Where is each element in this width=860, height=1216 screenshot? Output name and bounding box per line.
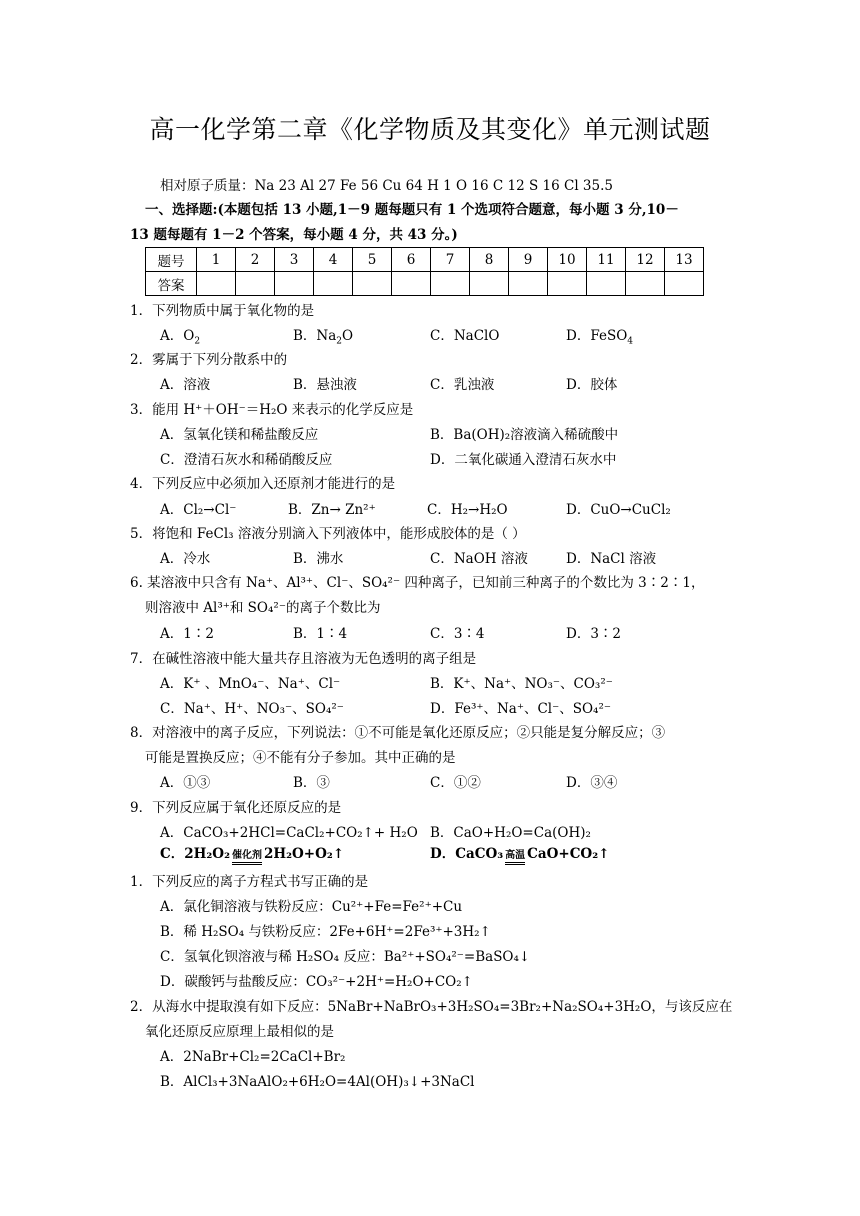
- q6-option-a: A．1∶2: [160, 626, 214, 642]
- table-cell: 6: [392, 248, 431, 272]
- q2-stem: 2．雾属于下列分散系中的: [130, 352, 288, 368]
- q11-option-b: B．AlCl₃+3NaAlO₂+6H₂O=4Al(OH)₃↓+3NaCl: [160, 1074, 475, 1090]
- q3-option-c: C．澄清石灰水和稀硝酸反应: [160, 452, 333, 468]
- q11-option-a: A．2NaBr+Cl₂=2CaCl+Br₂: [160, 1049, 346, 1065]
- table-cell: 3: [275, 248, 314, 272]
- table-cell: 10: [548, 248, 587, 272]
- reaction-condition: 高温: [503, 851, 527, 865]
- q2-option-a: A．溶液: [160, 377, 211, 393]
- answer-cell[interactable]: [236, 272, 275, 296]
- q5-option-a: A．冷水: [160, 551, 211, 567]
- q10-option-c: C．氢氧化钡溶液与稀 H₂SO₄ 反应：Ba²⁺+SO₄²⁻=BaSO₄↓: [160, 949, 531, 965]
- q2-option-d: D．胶体: [566, 377, 618, 393]
- answer-cell[interactable]: [392, 272, 431, 296]
- q2-option-b: B．悬浊液: [293, 377, 357, 393]
- q9-option-d: D．CaCO₃ 高温 CaO+CO₂↑: [430, 845, 609, 865]
- table-cell: 7: [431, 248, 470, 272]
- q8-option-b: B．③: [293, 775, 330, 791]
- answer-cell[interactable]: [587, 272, 626, 296]
- q5-option-d: D．NaCl 溶液: [566, 551, 657, 567]
- q8-option-c: C．①②: [430, 775, 481, 791]
- q6-stem-line1: 6. 某溶液中只含有 Na⁺、Al³⁺、Cl⁻、SO₄²⁻ 四种离子，已知前三种离子的个数比为 3∶2∶1，: [130, 575, 705, 591]
- q6-stem-line2: 则溶液中 Al³⁺和 SO₄²⁻的离子个数比为: [145, 600, 381, 616]
- q1-option-a: A．$O_2$: [160, 328, 201, 347]
- q7-option-d: D．Fe³⁺、Na⁺、Cl⁻、SO₄²⁻: [430, 701, 612, 717]
- q8-option-d: D．③④: [566, 775, 618, 791]
- answer-cell[interactable]: [314, 272, 353, 296]
- answer-cell[interactable]: [509, 272, 548, 296]
- q5-option-b: B．沸水: [293, 551, 344, 567]
- q7-option-c: C．Na⁺、H⁺、NO₃⁻、SO₄²⁻: [160, 701, 344, 717]
- q1-option-c: C．NaClO: [430, 328, 500, 344]
- reaction-condition: 催化剂: [230, 851, 264, 865]
- atomic-mass-line: 相对原子质量：Na 23 Al 27 Fe 56 Cu 64 H 1 O 16 C 12 S 16 Cl 35.5: [160, 178, 613, 194]
- table-cell: 题号: [146, 248, 197, 272]
- q3-option-a: A．氢氧化镁和稀盐酸反应: [160, 427, 319, 443]
- table-cell: 1: [197, 248, 236, 272]
- q8-option-a: A．①③: [160, 775, 211, 791]
- q10-stem: 1．下列反应的离子方程式书写正确的是: [130, 874, 369, 890]
- answer-cell[interactable]: [626, 272, 665, 296]
- q3-option-d: D．二氧化碳通入澄清石灰水中: [430, 452, 617, 468]
- q11-stem-line1: 2．从海水中提取溴有如下反应：5NaBr+NaBrO₃+3H₂SO₄=3Br₂+Na₂SO₄+3H₂O，与该反应在: [130, 999, 733, 1015]
- q4-stem: 4．下列反应中必须加入还原剂才能进行的是: [130, 476, 396, 492]
- answer-table: [145, 247, 704, 296]
- q5-stem: 5．将饱和 FeCl₃ 溶液分别滴入下列液体中，能形成胶体的是（ ）: [130, 526, 526, 542]
- table-row: [146, 248, 704, 272]
- answer-cell[interactable]: [275, 272, 314, 296]
- table-cell: 12: [626, 248, 665, 272]
- q8-stem-line1: 8．对溶液中的离子反应，下列说法：①不可能是氧化还原反应；②只能是复分解反应；③: [130, 725, 666, 741]
- table-cell: 9: [509, 248, 548, 272]
- q9-option-c: C．2H₂O₂ 催化剂 2H₂O+O₂↑: [160, 845, 344, 865]
- q9-stem: 9．下列反应属于氧化还原反应的是: [130, 800, 342, 816]
- table-cell: 8: [470, 248, 509, 272]
- answer-cell[interactable]: [353, 272, 392, 296]
- q7-stem: 7．在碱性溶液中能大量共存且溶液为无色透明的离子组是: [130, 651, 477, 667]
- answer-cell[interactable]: [470, 272, 509, 296]
- table-cell: 答案: [146, 272, 197, 296]
- table-cell: 2: [236, 248, 275, 272]
- table-cell: 4: [314, 248, 353, 272]
- q6-option-b: B．1∶4: [293, 626, 348, 642]
- q10-option-d: D．碳酸钙与盐酸反应：CO₃²⁻+2H⁺=H₂O+CO₂↑: [160, 974, 473, 990]
- q4-option-d: D．CuO→CuCl₂: [566, 502, 671, 518]
- answer-cell[interactable]: [665, 272, 704, 296]
- q9-option-b: B．CaO+H₂O=Ca(OH)₂: [430, 825, 591, 841]
- q3-stem: 3．能用 H⁺＋OH⁻＝H₂O 来表示的化学反应是: [130, 402, 414, 418]
- q1-option-d: D．FeSO$_4$: [566, 328, 633, 347]
- q4-option-b: B．Zn→ Zn²⁺: [288, 502, 376, 518]
- answer-cell[interactable]: [548, 272, 587, 296]
- q9-option-a: A．CaCO₃+2HCl=CaCl₂+CO₂↑+ H₂O: [160, 825, 418, 841]
- answer-cell[interactable]: [431, 272, 470, 296]
- q1-stem: 1．下列物质中属于氧化物的是: [130, 303, 315, 319]
- q4-option-c: C．H₂→H₂O: [427, 502, 508, 518]
- q7-option-a: A．K⁺ 、MnO₄⁻、Na⁺、Cl⁻: [160, 676, 341, 692]
- q10-option-a: A．氯化铜溶液与铁粉反应：Cu²⁺+Fe=Fe²⁺+Cu: [160, 899, 463, 915]
- section-heading-line1: 一、选择题:(本题包括 13 小题,1－9 题每题只有 1 个选项符合题意，每小题 3 分,10－: [145, 202, 679, 218]
- q2-option-c: C．乳浊液: [430, 377, 495, 393]
- table-cell: 5: [353, 248, 392, 272]
- answer-cell[interactable]: [197, 272, 236, 296]
- table-row: [146, 272, 704, 296]
- q3-option-b: B．Ba(OH)₂溶液滴入稀硫酸中: [430, 427, 619, 443]
- table-cell: 11: [587, 248, 626, 272]
- q6-option-d: D．3∶2: [566, 626, 622, 642]
- q11-stem-line2: 氧化还原反应原理上最相似的是: [145, 1024, 334, 1040]
- table-cell: 13: [665, 248, 704, 272]
- q1-option-b: B．$Na_2O$: [293, 328, 354, 347]
- q10-option-b: B．稀 H₂SO₄ 与铁粉反应：2Fe+6H⁺=2Fe³⁺+3H₂↑: [160, 924, 491, 940]
- q7-option-b: B．K⁺、Na⁺、NO₃⁻、CO₃²⁻: [430, 676, 613, 692]
- section-heading-line2: 13 题每题有 1－2 个答案，每小题 4 分，共 43 分。): [130, 227, 458, 243]
- page-title: 高一化学第二章《化学物质及其变化》单元测试题: [149, 115, 711, 144]
- q4-option-a: A．Cl₂→Cl⁻: [160, 502, 237, 518]
- q5-option-c: C．NaOH 溶液: [430, 551, 528, 567]
- q6-option-c: C．3∶4: [430, 626, 485, 642]
- q8-stem-line2: 可能是置换反应；④不能有分子参加。其中正确的是: [145, 750, 456, 766]
